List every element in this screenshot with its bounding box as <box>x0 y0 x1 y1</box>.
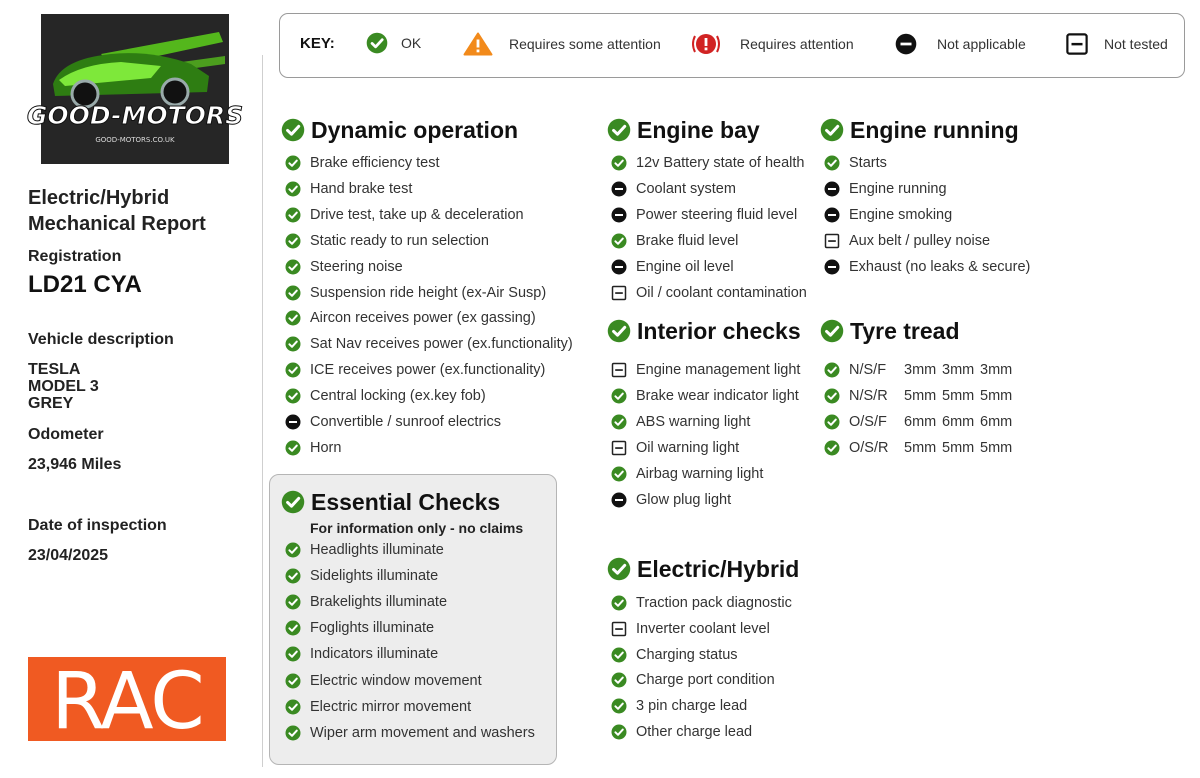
not-tested-icon <box>611 621 627 637</box>
check-item <box>611 231 738 251</box>
check-item-label: Starts <box>849 155 887 171</box>
section-title: Interior checks <box>637 317 801 344</box>
status-key <box>279 13 1185 78</box>
section-electric-hybrid <box>607 554 800 740</box>
check-item-label: O/S/R <box>849 439 889 456</box>
ok-icon <box>285 181 301 197</box>
check-item <box>611 153 804 173</box>
ok-icon <box>285 336 301 352</box>
check-item <box>611 257 734 277</box>
check-item <box>611 205 797 225</box>
check-item-label: Convertible / sunroof electrics <box>310 414 501 430</box>
ok-icon <box>285 620 301 636</box>
key-not-tested-label: Not tested <box>1104 36 1168 52</box>
check-item-label: Exhaust (no leaks & secure) <box>849 258 1031 275</box>
ok-icon <box>285 362 301 378</box>
check-item <box>611 490 731 510</box>
ok-icon <box>285 310 301 326</box>
not-applicable-icon <box>611 181 627 197</box>
not-tested-icon <box>1066 33 1088 55</box>
key-item-attention <box>689 31 854 57</box>
check-item-label: N/S/F <box>849 362 887 378</box>
check-item <box>285 283 546 303</box>
alert-icon <box>689 31 723 57</box>
not-applicable-icon <box>285 414 301 430</box>
check-item-label: Electric mirror movement <box>310 698 472 715</box>
key-label-wrap <box>300 35 335 52</box>
check-item-label: Traction pack diagnostic <box>636 595 792 611</box>
ok-icon <box>285 388 301 404</box>
ok-icon <box>611 233 627 249</box>
section-header <box>820 115 1019 145</box>
check-item-label: N/S/R <box>849 387 888 404</box>
key-item-some-attention <box>463 32 661 56</box>
check-item-label: Airbag warning light <box>636 465 764 482</box>
check-item-label: 3 pin charge lead <box>636 698 748 715</box>
key-ok-label: OK <box>401 35 422 51</box>
check-item <box>285 334 573 354</box>
key-item-not-applicable <box>895 33 1026 55</box>
check-item <box>285 308 536 328</box>
section-header <box>607 554 799 584</box>
check-item-label: Brake wear indicator light <box>636 387 799 404</box>
not-applicable-icon <box>611 259 627 275</box>
check-item-label: O/S/F <box>849 413 887 430</box>
tyre-tread-measurement: 3mm <box>904 362 937 378</box>
check-item <box>285 360 545 380</box>
check-item <box>611 645 738 665</box>
tyre-tread-measurement: 5mm <box>904 387 937 404</box>
ok-icon <box>611 388 627 404</box>
check-item <box>285 592 447 612</box>
section-header <box>281 487 500 517</box>
check-item-label: 12v Battery state of health <box>636 155 805 171</box>
check-item-label: Suspension ride height (ex-Air Susp) <box>310 284 547 301</box>
ok-icon <box>611 595 627 611</box>
ok-icon <box>824 388 840 404</box>
check-item <box>611 670 775 690</box>
section-title: Essential Checks <box>311 488 501 515</box>
section-dynamic-operation <box>281 115 573 456</box>
ok-icon <box>281 118 305 142</box>
vehicle-colour: GREY <box>28 395 74 412</box>
ok-icon <box>281 490 305 514</box>
not-applicable-icon <box>611 492 627 508</box>
ok-icon <box>824 414 840 430</box>
tyre-tread-measurement: 3mm <box>980 362 1013 378</box>
registration-label: Registration <box>28 248 122 265</box>
ok-icon <box>611 466 627 482</box>
check-item <box>824 360 1013 380</box>
check-item-label: Headlights illuminate <box>310 542 444 558</box>
check-item <box>611 179 736 199</box>
key-label: KEY: <box>300 35 335 52</box>
ok-icon <box>824 362 840 378</box>
rac-logo <box>28 657 226 747</box>
key-item-ok <box>366 32 421 54</box>
check-item <box>824 438 1013 458</box>
check-item <box>611 619 770 639</box>
tyre-tread-measurement: 6mm <box>942 413 975 430</box>
key-item-not-tested <box>1066 33 1168 55</box>
section-title: Engine bay <box>637 116 760 143</box>
tyre-tread-measurement: 5mm <box>980 439 1013 456</box>
ok-icon <box>611 698 627 714</box>
check-item-label: Charge port condition <box>636 672 775 689</box>
check-item-label: Engine running <box>849 180 947 197</box>
check-item-label: Static ready to run selection <box>310 232 489 249</box>
check-item <box>285 723 535 743</box>
check-item-label: Brake efficiency test <box>310 155 440 171</box>
not-applicable-icon <box>824 207 840 223</box>
not-tested-icon <box>611 285 627 301</box>
check-item-label: Horn <box>310 439 342 456</box>
check-item-label: Central locking (ex.key fob) <box>310 388 486 405</box>
section-title: Dynamic operation <box>311 116 519 143</box>
ok-icon <box>285 673 301 689</box>
check-item <box>285 412 501 432</box>
odometer-value: 23,946 Miles <box>28 456 122 473</box>
ok-icon <box>285 259 301 275</box>
tyre-tread-measurement: 6mm <box>904 413 937 430</box>
check-item <box>285 438 341 458</box>
check-item-label: Coolant system <box>636 180 736 197</box>
check-item-label: Brake fluid level <box>636 232 739 249</box>
tyre-tread-measurement: 5mm <box>942 439 975 456</box>
check-item-label: Engine oil level <box>636 258 734 275</box>
logo-brand-text: GOOD-MOTORS <box>26 101 244 130</box>
not-tested-icon <box>824 233 840 249</box>
not-applicable-icon <box>824 259 840 275</box>
report-title-line2: Mechanical Report <box>28 213 206 235</box>
check-item-label: Other charge lead <box>636 724 753 740</box>
not-tested-icon <box>611 440 627 456</box>
check-item <box>611 386 799 406</box>
tyre-tread-measurement: 6mm <box>980 413 1013 430</box>
ok-icon <box>820 118 844 142</box>
check-item <box>824 386 1013 406</box>
ok-icon <box>611 155 627 171</box>
ok-icon <box>285 594 301 610</box>
check-item <box>285 540 444 560</box>
tyre-tread-measurement: 5mm <box>904 439 937 456</box>
check-item <box>611 722 752 742</box>
not-applicable-icon <box>895 33 917 55</box>
ok-icon <box>285 440 301 456</box>
check-item-label: Hand brake test <box>310 180 413 197</box>
car-logo-graphic <box>26 14 244 164</box>
ok-icon <box>820 319 844 343</box>
check-item <box>824 257 1030 277</box>
check-item-label: Sat Nav receives power (ex.functionality) <box>310 336 573 353</box>
ok-icon <box>611 414 627 430</box>
check-item <box>611 360 800 380</box>
check-item <box>285 231 489 251</box>
tyre-tread-measurement: 5mm <box>942 387 975 404</box>
check-item-label: Glow plug light <box>636 491 732 508</box>
key-not-applicable-label: Not applicable <box>937 36 1026 52</box>
check-item <box>285 697 471 717</box>
ok-icon <box>285 285 301 301</box>
rac-logo-graphic <box>28 657 226 747</box>
check-item <box>824 179 947 199</box>
not-applicable-icon <box>824 181 840 197</box>
check-item <box>285 386 486 406</box>
check-item-label: Engine smoking <box>849 206 953 223</box>
section-interior-checks <box>607 316 801 508</box>
vehicle-description-label: Vehicle description <box>28 331 174 348</box>
check-item-label: Brakelights illuminate <box>310 594 448 611</box>
report-title-line1: Electric/Hybrid <box>28 187 170 209</box>
vertical-divider <box>262 55 263 767</box>
ok-icon <box>285 646 301 662</box>
check-item-label: ICE receives power (ex.functionality) <box>310 362 546 379</box>
registration-value: LD21 CYA <box>28 271 142 298</box>
check-item-label: Foglights illuminate <box>310 620 435 637</box>
check-item-label: Engine management light <box>636 362 801 378</box>
ok-icon <box>285 699 301 715</box>
not-tested-icon <box>611 362 627 378</box>
section-tyre-tread <box>820 316 1013 456</box>
check-item <box>285 257 403 277</box>
check-item <box>611 593 792 613</box>
check-item-label: Oil warning light <box>636 439 740 456</box>
check-item <box>285 153 440 173</box>
ok-icon <box>607 319 631 343</box>
warning-icon <box>463 32 493 56</box>
ok-icon <box>824 440 840 456</box>
inspection-date-value: 23/04/2025 <box>28 547 109 564</box>
odometer-label: Odometer <box>28 426 104 443</box>
check-item-label: Aircon receives power (ex gassing) <box>310 310 536 327</box>
section-engine-running <box>820 115 1031 275</box>
check-item-label: Sidelights illuminate <box>310 568 439 585</box>
section-header <box>607 316 801 346</box>
ok-icon <box>285 568 301 584</box>
good-motors-logo <box>26 14 244 164</box>
check-item <box>285 179 412 199</box>
check-item <box>285 618 434 638</box>
check-item <box>824 231 990 251</box>
section-title: Tyre tread <box>850 317 960 344</box>
check-item <box>824 153 887 173</box>
ok-icon <box>611 672 627 688</box>
check-item <box>285 205 524 225</box>
logo-website-text: GOOD-MOTORS.CO.UK <box>95 136 175 144</box>
section-header <box>281 115 518 145</box>
ok-icon <box>285 725 301 741</box>
check-item-label: Aux belt / pulley noise <box>849 232 991 249</box>
ok-icon <box>607 557 631 581</box>
check-item-label: Wiper arm movement and washers <box>310 724 535 741</box>
check-item <box>611 696 747 716</box>
check-item-label: Electric window movement <box>310 672 482 689</box>
ok-icon <box>285 233 301 249</box>
ok-icon <box>824 155 840 171</box>
check-item <box>824 412 1013 432</box>
check-item <box>285 671 482 691</box>
check-item-label: Oil / coolant contamination <box>636 284 807 301</box>
section-title: Engine running <box>850 116 1019 143</box>
key-attention-label: Requires attention <box>740 36 854 52</box>
vehicle-model: MODEL 3 <box>28 378 99 395</box>
inspection-date-label: Date of inspection <box>28 517 167 534</box>
tyre-tread-measurement: 5mm <box>980 387 1013 404</box>
section-title: Electric/Hybrid <box>637 555 800 582</box>
check-item <box>824 205 952 225</box>
check-item <box>611 438 739 458</box>
check-item-label: Inverter coolant level <box>636 620 770 637</box>
ok-icon <box>285 542 301 558</box>
section-engine-bay <box>607 115 807 301</box>
check-item <box>285 644 438 664</box>
check-item <box>611 412 750 432</box>
vehicle-make: TESLA <box>28 361 81 378</box>
check-item-label: Charging status <box>636 646 738 663</box>
not-applicable-icon <box>611 207 627 223</box>
check-item-label: Indicators illuminate <box>310 646 439 663</box>
section-header <box>820 316 960 346</box>
ok-icon <box>285 207 301 223</box>
ok-icon <box>607 118 631 142</box>
tyre-tread-measurement: 3mm <box>942 362 975 378</box>
ok-icon <box>611 724 627 740</box>
section-essential-checks <box>281 487 535 741</box>
check-item <box>611 283 807 303</box>
section-subtitle: For information only - no claims <box>310 520 524 536</box>
key-some-attention-label: Requires some attention <box>509 36 661 52</box>
ok-icon <box>611 647 627 663</box>
check-item <box>285 566 438 586</box>
check-item-label: Drive test, take up & deceleration <box>310 206 524 223</box>
check-item-label: ABS warning light <box>636 413 751 430</box>
section-header <box>607 115 760 145</box>
check-item-label: Steering noise <box>310 258 403 275</box>
check-item <box>611 464 763 484</box>
check-item-label: Power steering fluid level <box>636 206 798 223</box>
ok-icon <box>285 155 301 171</box>
rac-logo-text: RAC <box>51 657 203 747</box>
ok-icon <box>366 32 388 54</box>
